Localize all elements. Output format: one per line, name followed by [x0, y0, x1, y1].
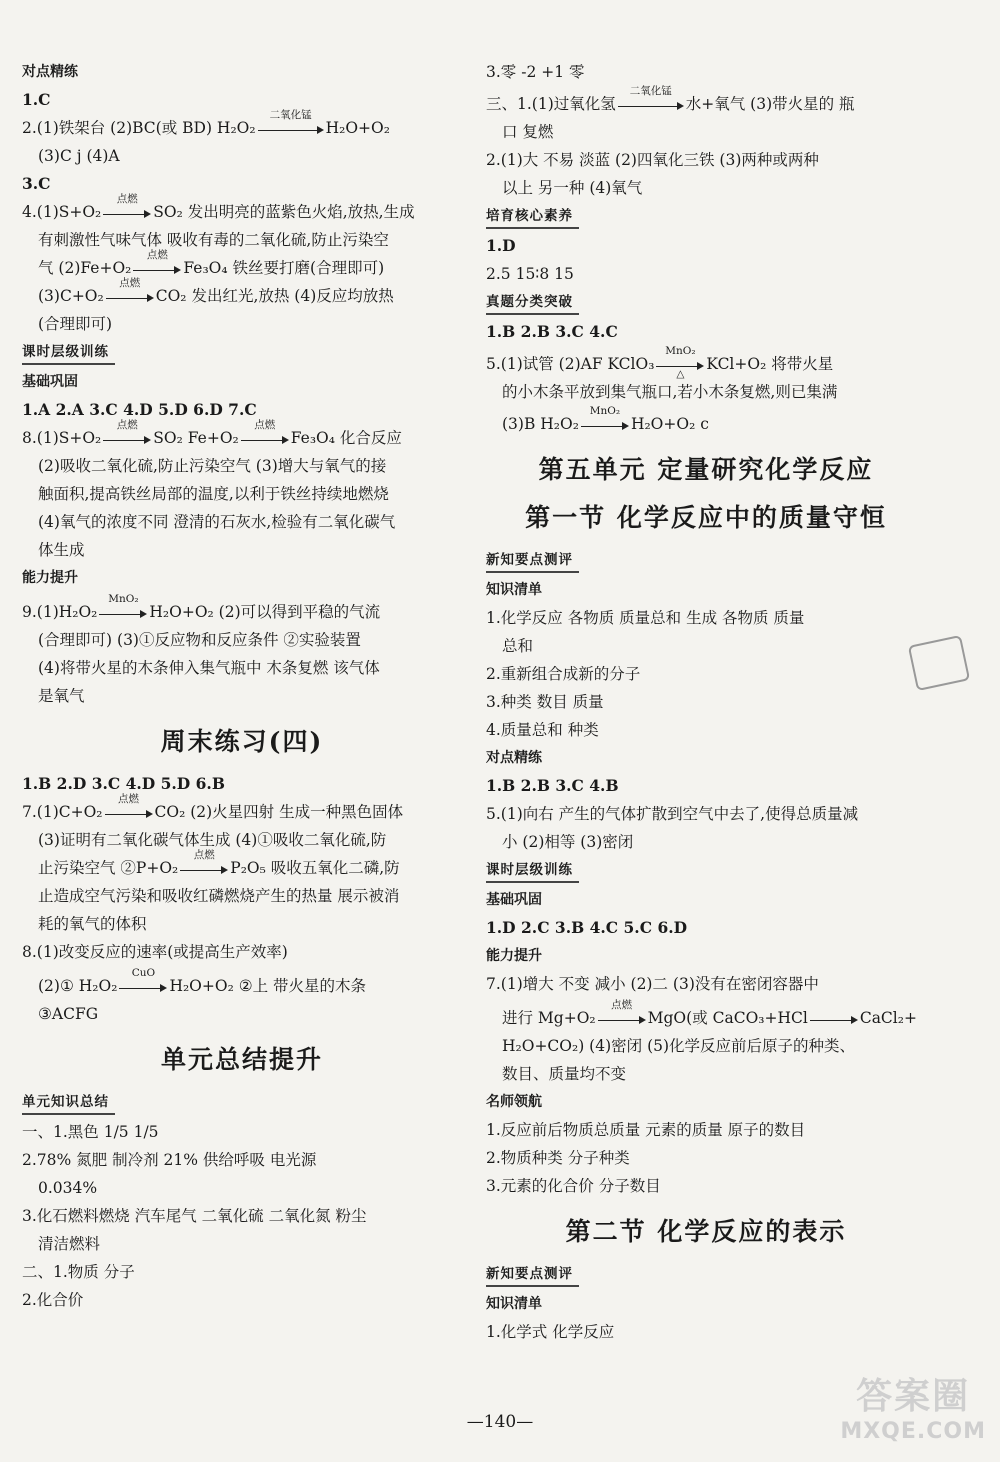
section-heading: 基础巩固 [22, 374, 78, 390]
section-heading: 能力提升 [486, 948, 542, 964]
reaction-arrow: 点燃 [133, 263, 181, 277]
answer-line: 5.(1)试管 (2)AF KClO₃ MnO₂ △ KCl+O₂ 将带火星 [486, 345, 834, 380]
answer-line: 耗的氧气的体积 [38, 915, 147, 933]
answer-line: 5.(1)向右 产生的气体扩散到空气中去了,使得总质量减 [486, 805, 859, 823]
reaction-arrow: 点燃 [103, 207, 151, 221]
answer-line: 1.B 2.D 3.C 4.D 5.D 6.B [22, 774, 225, 793]
answer-line: 二、1.物质 分子 [22, 1263, 135, 1281]
section-title: 第一节 化学反应中的质量守恒 [525, 503, 887, 532]
answer-line: 3.C [22, 174, 51, 193]
reaction-arrow: 点燃 [105, 807, 153, 821]
section-heading: 对点精练 [22, 64, 78, 80]
section-heading: 基础巩固 [486, 892, 542, 908]
answer-line: 总和 [502, 637, 534, 655]
answer-line: 1.反应前后物质总质量 元素的质量 原子的数目 [486, 1121, 806, 1139]
reaction-arrow: 点燃 [106, 291, 154, 305]
unit-title: 第五单元 定量研究化学反应 [538, 455, 874, 484]
answer-line: 2.重新组合成新的分子 [486, 665, 641, 683]
section-heading: 对点精练 [486, 750, 542, 766]
answer-line: 1.A 2.A 3.C 4.D 5.D 6.D 7.C [22, 400, 257, 419]
answer-line: 1.C [22, 90, 51, 109]
section-box-label: 单元知识总结 [22, 1091, 115, 1115]
answer-line: (3)证明有二氧化碳气体生成 (4)①吸收二氧化硫,防 [38, 831, 387, 849]
answer-line: 1.B 2.B 3.C 4.B [486, 776, 619, 795]
answer-line: 3.化石燃料燃烧 汽车尾气 二氧化硫 二氧化氮 粉尘 [22, 1207, 367, 1225]
answer-line: 2.化合价 [22, 1291, 84, 1309]
answer-line: H₂O+CO₂) (4)密闭 (5)化学反应前后原子的种类、 [502, 1037, 856, 1055]
book-sticker-icon [908, 635, 970, 691]
answer-line: (4)氧气的浓度不同 澄清的石灰水,检验有二氧化碳气 [38, 513, 396, 531]
section-heading: 知识清单 [486, 582, 542, 598]
page-number: —140— [466, 1412, 534, 1432]
answer-line: 有刺激性气味气体 吸收有毒的二氧化硫,防止污染空 [38, 231, 389, 249]
reaction-arrow: 点燃 [598, 1013, 646, 1027]
reaction-arrow: MnO₂ [99, 607, 147, 621]
reaction-arrow: 点燃 [180, 863, 228, 877]
answer-line: (3)B H₂O₂ MnO₂ H₂O+O₂ c [502, 405, 709, 433]
section-box-label: 培育核心素养 [486, 205, 579, 229]
answer-line: 清洁燃料 [38, 1235, 101, 1253]
section-box-label: 课时层级训练 [486, 859, 579, 883]
answer-line: 3.零 -2 +1 零 [486, 63, 585, 81]
answer-line: 的小木条平放到集气瓶口,若小木条复燃,则已集满 [502, 383, 838, 401]
answer-line: 2.5 15∶8 15 [486, 265, 574, 283]
answer-line: 8.(1)S+O₂ 点燃 SO₂ Fe+O₂ 点燃 Fe₃O₄ 化合反应 [22, 419, 402, 447]
answer-line: 3.种类 数目 质量 [486, 693, 604, 711]
answer-line: 1.B 2.B 3.C 4.C [486, 322, 618, 341]
watermark-line: 答案圈 [856, 1376, 971, 1417]
answer-line: (3)C+O₂ 点燃 CO₂ 发出红光,放热 (4)反应均放热 [38, 277, 394, 305]
answer-line: (2)吸收二氧化硫,防止污染空气 (3)增大与氧气的接 [38, 457, 387, 475]
answer-line: 2.(1)大 不易 淡蓝 (2)四氧化三铁 (3)两种或两种 [486, 151, 819, 169]
answer-line: 7.(1)C+O₂ 点燃 CO₂ (2)火星四射 生成一种黑色固体 [22, 793, 404, 821]
answer-line: 3.元素的化合价 分子数目 [486, 1177, 661, 1195]
answer-line: (3)C j (4)A [38, 147, 120, 165]
answer-line: 气 (2)Fe+O₂ 点燃 Fe₃O₄ 铁丝要打磨(合理即可) [38, 249, 385, 277]
section-box-label: 新知要点测评 [486, 1263, 579, 1287]
answer-line: 三、1.(1)过氧化氢 二氧化锰 水+氧气 (3)带火星的 瓶 [486, 85, 855, 113]
answer-line: (合理即可) (3)①反应物和反应条件 ②实验装置 [38, 631, 361, 649]
answer-line: 口 复燃 [502, 123, 554, 141]
reaction-arrow [810, 1013, 858, 1027]
answer-line: (4)将带火星的木条伸入集气瓶中 木条复燃 该气体 [38, 659, 380, 677]
answer-line: 1.化学反应 各物质 质量总和 生成 各物质 质量 [486, 609, 805, 627]
answer-line: 7.(1)增大 不变 减小 (2)二 (3)没有在密闭容器中 [486, 975, 819, 993]
answer-line: 1.化学式 化学反应 [486, 1323, 615, 1341]
chapter-title: 单元总结提升 [160, 1045, 323, 1074]
answer-line: 4.质量总和 种类 [486, 721, 599, 739]
reaction-arrow: 二氧化锰 [618, 99, 684, 113]
chapter-title: 周末练习(四) [160, 727, 324, 756]
section-box-label: 课时层级训练 [22, 341, 115, 365]
answer-line: 0.034% [38, 1179, 98, 1197]
answer-line: 止造成空气污染和吸收红磷燃烧产生的热量 展示被消 [38, 887, 400, 905]
answer-line: 以上 另一种 (4)氧气 [502, 179, 643, 197]
right-column [486, 58, 926, 1346]
reaction-arrow: 点燃 [241, 433, 289, 447]
answer-line: 2.物质种类 分子种类 [486, 1149, 630, 1167]
answer-line: (合理即可) [38, 315, 113, 333]
reaction-arrow: MnO₂ [581, 419, 629, 433]
answer-line: (2)① H₂O₂ CuO H₂O+O₂ ②上 带火星的木条 [38, 967, 367, 995]
answer-line: 是氧气 [38, 687, 85, 705]
answer-line: 数目、质量均不变 [502, 1065, 627, 1083]
answer-line: 体生成 [38, 541, 85, 559]
reaction-arrow: 点燃 [103, 433, 151, 447]
answer-line: 1.D [486, 236, 516, 255]
answer-line: 4.(1)S+O₂ 点燃 SO₂ 发出明亮的蓝紫色火焰,放热,生成 [22, 193, 415, 221]
answer-line: 1.D 2.C 3.B 4.C 5.C 6.D [486, 918, 688, 937]
section-heading: 能力提升 [22, 570, 78, 586]
section-box-label: 新知要点测评 [486, 549, 579, 573]
answer-line: 2.(1)铁架台 (2)BC(或 BD) H₂O₂ 二氧化锰 H₂O+O₂ [22, 109, 390, 137]
answer-line: 2.78% 氮肥 制冷剂 21% 供给呼吸 电光源 [22, 1151, 317, 1169]
reaction-arrow: 二氧化锰 [258, 123, 324, 137]
section-heading: 知识清单 [486, 1296, 542, 1312]
section-box-label: 真题分类突破 [486, 291, 579, 315]
watermark-line: MXQE.COM [840, 1419, 986, 1444]
watermark-logo [840, 1368, 986, 1444]
answer-line: ③ACFG [38, 1005, 99, 1023]
reaction-arrow: MnO₂ △ [656, 359, 704, 373]
left-column [22, 58, 462, 1314]
answer-line: 9.(1)H₂O₂ MnO₂ H₂O+O₂ (2)可以得到平稳的气流 [22, 593, 381, 621]
answer-line: 小 (2)相等 (3)密闭 [502, 833, 634, 851]
answer-line: 止污染空气 ②P+O₂ 点燃 P₂O₅ 吸收五氧化二磷,防 [38, 849, 400, 877]
answer-line: 触面积,提高铁丝局部的温度,以利于铁丝持续地燃烧 [38, 485, 389, 503]
answer-line: 8.(1)改变反应的速率(或提高生产效率) [22, 943, 288, 961]
answer-line: 一、1.黑色 1/5 1/5 [22, 1123, 159, 1141]
answer-line: 进行 Mg+O₂ 点燃 MgO(或 CaCO₃+HCl CaCl₂+ [502, 999, 917, 1027]
reaction-arrow: CuO [119, 981, 167, 995]
section-title: 第二节 化学反应的表示 [565, 1217, 847, 1246]
section-heading: 名师领航 [486, 1094, 542, 1110]
